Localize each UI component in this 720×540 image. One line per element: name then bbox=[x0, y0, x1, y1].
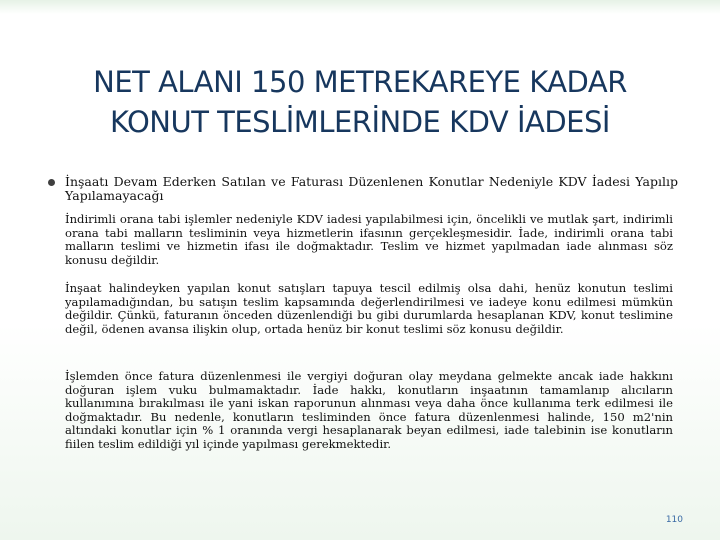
top-decorative-band bbox=[0, 0, 720, 14]
paragraph-3: İşlemden önce fatura düzenlenmesi ile vergiyi doğuran olay meydana gelmekte ancak iade hakkını doğuran işlem vuku bulmamaktadır. İade hakkı, konutların inşaatının tamamlanıp alıcıların kullanımına bırakılması ile yani iskan raporunun alınması veya daha önce kullanıma terk edilmesi ile doğmaktadır. Bu nedenle, konutların tesliminden önce fatura düzenlenmesi halinde, 150 m2'nin altındaki konutlar için % 1 oranında vergi hesaplanarak beyan edilmesi, iade talebinin ise konutların fiilen teslim edildiği yıl içinde yapılması gerekmektedir. bbox=[65, 369, 673, 451]
page-number: 110 bbox=[665, 515, 683, 525]
title-line-2: KONUT TESLİMLERİNDE KDV İADESİ bbox=[110, 105, 610, 139]
bullet-dot-icon bbox=[48, 179, 55, 186]
bullet-item bbox=[48, 175, 678, 203]
title-line-1: NET ALANI 150 METREKAREYE KADAR bbox=[93, 65, 627, 99]
paragraph-2: İnşaat halindeyken yapılan konut satışları tapuya tescil edilmiş olsa dahi, henüz konutun teslimi yapılamadığından, bu satışın teslim kapsamında değerlendirilmesi ve iadeye konu edilmesi mümkün değildir. Çünkü, faturanın önceden düzenlendiği bu gibi durumlarda hesaplanan KDV, konut teslimine değil, ödenen avansa ilişkin olup, ortada henüz bir konut teslimi söz konusu değildir. bbox=[65, 281, 673, 336]
paragraph-1: İndirimli orana tabi işlemler nedeniyle KDV iadesi yapılabilmesi için, öncelikli ve mutlak şart, indirimli orana tabi malların tesliminin veya hizmetlerin ifasının gerçekleşmesidir. İade, indirimli orana tabi malların teslimi ve hizmetin ifası ile doğmaktadır. Teslim ve hizmet yapılmadan iade alınması söz konusu değildir. bbox=[65, 212, 673, 267]
bullet-heading: İnşaatı Devam Ederken Satılan ve Faturası Düzenlenen Konutlar Nedeniyle KDV İadesi Yapılıp Yapılamayacağı bbox=[65, 174, 678, 203]
slide-title bbox=[40, 62, 680, 142]
